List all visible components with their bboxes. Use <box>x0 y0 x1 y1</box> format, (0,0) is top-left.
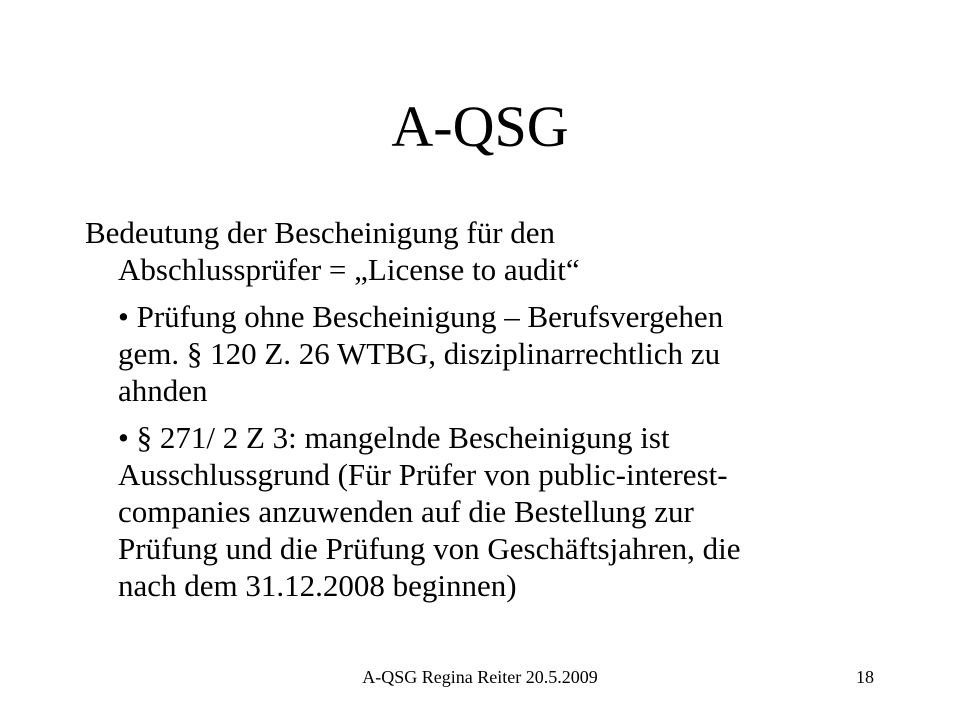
bullet-2-line-2: Ausschlussgrund (Für Prüfer von public-interest- <box>118 457 728 492</box>
bullet-1-symbol: • <box>118 299 129 334</box>
bullet-2-line-3: companies anzuwenden auf die Bestellung zur <box>118 494 694 529</box>
slide-footer: A-QSG Regina Reiter 20.5.2009 <box>362 667 598 687</box>
slide-body <box>85 214 875 614</box>
bullet-1-line-3: ahnden <box>118 373 208 408</box>
bullet-1-line-2: gem. § 120 Z. 26 WTBG, disziplinarrechtlich zu <box>118 336 721 371</box>
intro-line-1: Bedeutung der Bescheinigung für den <box>85 215 556 250</box>
bullet-2-symbol: • <box>118 420 129 455</box>
bullet-1-text-1: Prüfung ohne Bescheinigung – Berufsvergehen <box>136 299 724 334</box>
page-number: 18 <box>856 667 874 687</box>
bullet-2-line-1 <box>118 419 875 456</box>
intro-line-2: Abschlussprüfer = „License to audit“ <box>118 252 580 287</box>
bullet-item-2 <box>85 419 875 604</box>
bullet-2-line-4: Prüfung und die Prüfung von Geschäftsjahren, die <box>118 531 741 566</box>
bullet-1-line-1 <box>118 298 875 335</box>
slide-title: A-QSG <box>391 94 569 159</box>
bullet-item-1 <box>85 298 875 409</box>
bullet-2-text-1: § 271/ 2 Z 3: mangelnde Bescheinigung ist <box>136 420 670 455</box>
intro-paragraph <box>85 214 875 288</box>
bullet-2-line-5: nach dem 31.12.2008 beginnen) <box>118 568 517 603</box>
